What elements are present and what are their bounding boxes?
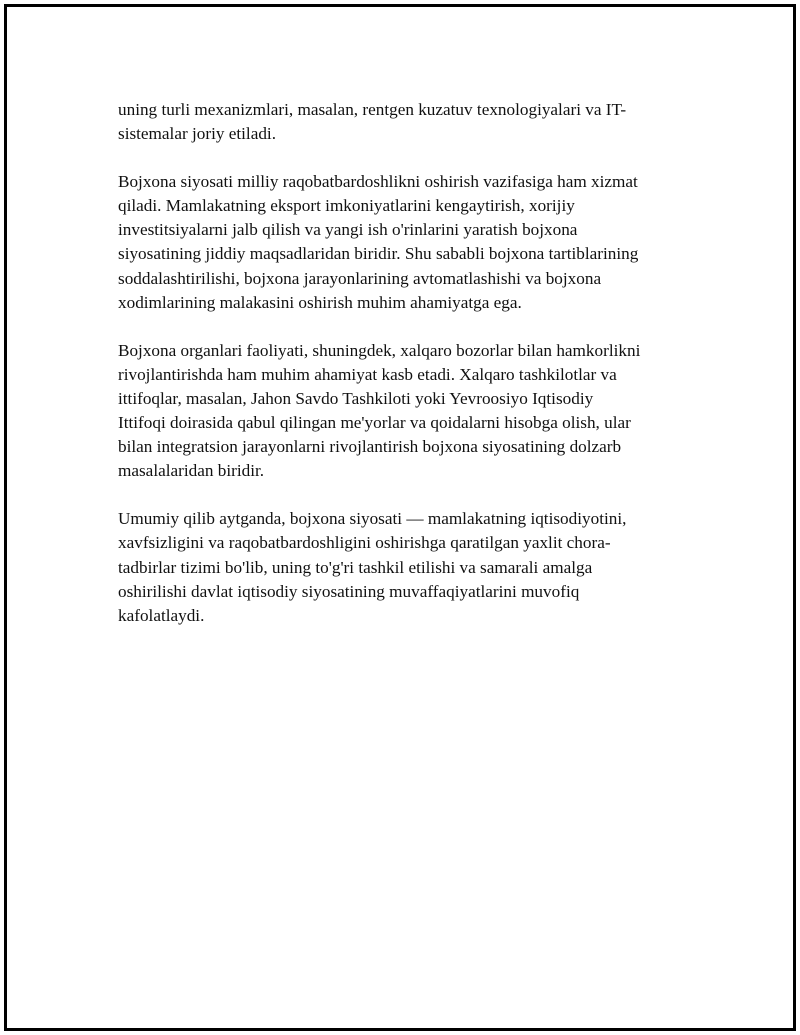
paragraph-line: siyosatining jiddiy maqsadlaridan biridir. Shu sababli bojxona tartiblarining: [118, 244, 639, 264]
paragraph-line: investitsiyalarni jalb qilish va yangi ish o'rinlarini yaratish bojxona: [118, 220, 578, 240]
paragraph-4: [118, 507, 688, 627]
paragraph-line: kafolatlaydi.: [118, 605, 205, 625]
document-body: [118, 98, 688, 652]
paragraph-line: Bojxona organlari faoliyati, shuningdek, xalqaro bozorlar bilan hamkorlikni: [118, 340, 641, 360]
paragraph-1: [118, 98, 688, 146]
paragraph-line: Umumiy qilib aytganda, bojxona siyosati — mamlakatning iqtisodiyotini,: [118, 509, 627, 529]
paragraph-2: [118, 170, 688, 315]
paragraph-3: [118, 339, 688, 484]
paragraph-line: ittifoqlar, masalan, Jahon Savdo Tashkiloti yoki Yevroosiyo Iqtisodiy: [118, 388, 594, 408]
paragraph-line: xodimlarining malakasini oshirish muhim ahamiyatga ega.: [118, 292, 522, 312]
document-page: [4, 4, 796, 1031]
paragraph-line: rivojlantirishda ham muhim ahamiyat kasb etadi. Xalqaro tashkilotlar va: [118, 364, 617, 384]
paragraph-line: Bojxona siyosati milliy raqobatbardoshlikni oshirish vazifasiga ham xizmat: [118, 172, 638, 192]
paragraph-line: qiladi. Mamlakatning eksport imkoniyatlarini kengaytirish, xorijiy: [118, 196, 575, 216]
paragraph-line: oshirilishi davlat iqtisodiy siyosatining muvaffaqiyatlarini muvofiq: [118, 581, 580, 601]
paragraph-line: tadbirlar tizimi bo'lib, uning to'g'ri tashkil etilishi va samarali amalga: [118, 557, 593, 577]
paragraph-line: Ittifoqi doirasida qabul qilingan me'yorlar va qoidalarni hisobga olish, ular: [118, 413, 631, 433]
paragraph-line: masalalaridan biridir.: [118, 461, 265, 481]
paragraph-line: xavfsizligini va raqobatbardoshligini oshirishga qaratilgan yaxlit chora-: [118, 533, 611, 553]
paragraph-line: bilan integratsion jarayonlarni rivojlantirish bojxona siyosatining dolzarb: [118, 437, 622, 457]
paragraph-line: soddalashtirilishi, bojxona jarayonlarining avtomatlashishi va bojxona: [118, 268, 602, 288]
paragraph-line: sistemalar joriy etiladi.: [118, 124, 276, 144]
paragraph-line: uning turli mexanizmlari, masalan, rentgen kuzatuv texnologiyalari va IT-: [118, 100, 627, 119]
